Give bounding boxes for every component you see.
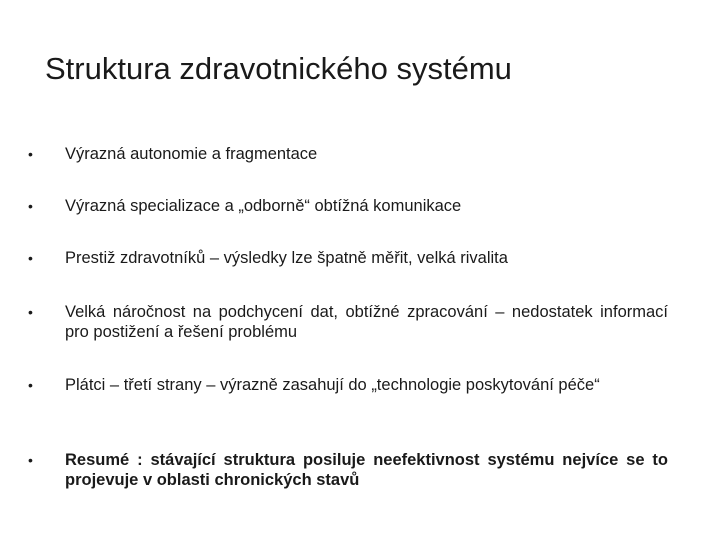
list-item	[28, 196, 668, 216]
bullet-text: Prestiž zdravotníků – výsledky lze špatně měřit, velká rivalita	[65, 249, 508, 267]
list-item	[28, 375, 668, 395]
list-item	[28, 302, 668, 342]
bullet-icon: •	[28, 146, 33, 162]
bullet-text: Výrazná autonomie a fragmentace	[65, 145, 318, 163]
bullet-icon: •	[28, 198, 33, 214]
bullet-text-summary: Resumé : stávající struktura posiluje neefektivnost systému nejvíce se to projevuje v oblasti chronických stavů	[65, 451, 668, 489]
list-item	[28, 144, 668, 164]
slide-title: Struktura zdravotnického systému	[45, 51, 512, 86]
bullet-icon: •	[28, 250, 33, 266]
list-item	[28, 248, 668, 268]
bullet-icon: •	[28, 452, 33, 468]
list-item	[28, 450, 668, 490]
bullet-text: Velká náročnost na podchycení dat, obtížné zpracování – nedostatek informací pro postižení a řešení problému	[65, 303, 668, 341]
bullet-text: Výrazná specializace a „odborně“ obtížná komunikace	[65, 197, 462, 215]
bullet-icon: •	[28, 304, 33, 320]
bullet-icon: •	[28, 377, 33, 393]
bullet-text: Plátci – třetí strany – výrazně zasahují do „technologie poskytování péče“	[65, 376, 600, 394]
